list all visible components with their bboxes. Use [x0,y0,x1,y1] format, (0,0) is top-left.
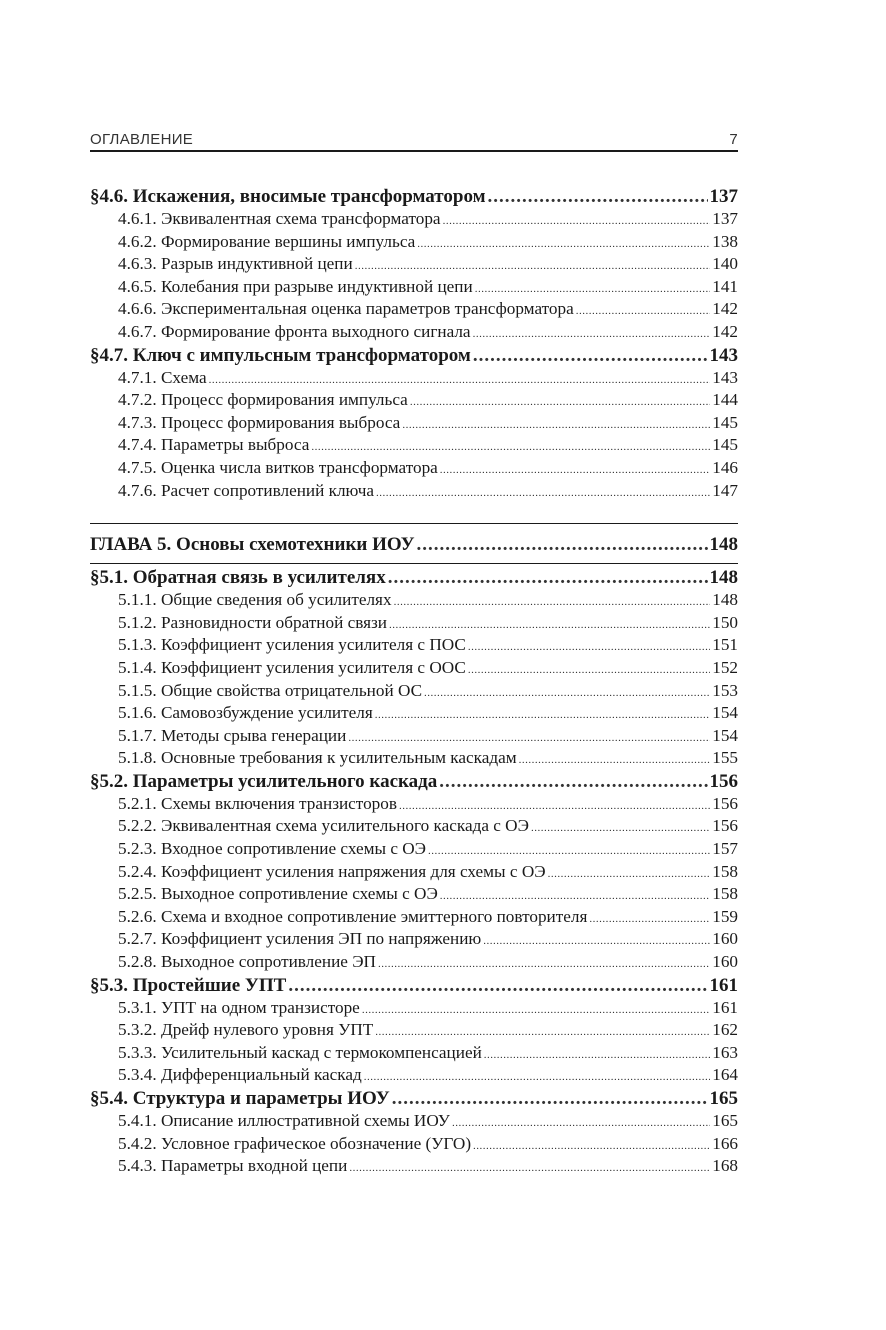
toc-subsection-entry-page: 143 [712,367,738,387]
toc-subsection-entry-title: 4.7.3. Процесс формирования выброса [118,412,401,432]
leader-dots [362,999,710,1022]
toc-section-entry-page: 156 [709,770,738,792]
toc-subsection-entry[interactable] [90,457,738,480]
toc-subsection-entry-title: 5.2.5. Выходное сопротивление схемы с ОЭ [118,884,438,904]
toc-subsection-entry-page: 165 [712,1111,738,1130]
toc-subsection-entry-title: 5.3.4. Дифференциальный каскад [118,1065,362,1085]
toc-subsection-entry-title: 5.1.3. Коэффициент усиления усилителя с ПОС [118,635,466,655]
toc-subsection-entry-title: 5.1.2. Разновидности обратной связи [118,612,387,632]
toc-subsection-entry-page: 154 [712,725,738,745]
toc-subsection-entry-page: 147 [712,480,738,500]
toc-subsection-entry-page: 154 [712,703,738,723]
leader-dots [417,532,708,558]
toc-subsection-entry-page: 156 [712,816,738,836]
toc-subsection-entry-title: 5.3.3. Усилительный каскад с термокомпенсацией [118,1042,482,1062]
toc-subsection-entry-page: 151 [712,635,738,655]
toc-subsection-entry[interactable] [90,725,738,748]
toc-subsection-entry[interactable] [90,634,738,657]
toc-subsection-entry-page: 144 [712,390,738,410]
toc-subsection-entry-page: 168 [712,1156,738,1176]
toc-subsection-entry-page: 142 [712,299,738,319]
leader-dots [473,1135,710,1158]
toc-part-chapter-4 [90,185,738,502]
toc-subsection-entry-title: 5.3.1. УПТ на одном транзисторе [118,997,360,1017]
toc-subsection-entry[interactable] [90,276,738,299]
leader-dots [402,414,710,437]
toc-subsection-entry-page: 161 [712,997,738,1017]
toc-subsection-entry[interactable] [90,1155,738,1178]
toc-subsection-entry-title: 5.3.2. Дрейф нулевого уровня УПТ [118,1020,374,1040]
toc-subsection-entry-page: 138 [712,231,738,251]
toc-subsection-entry[interactable] [90,1042,738,1065]
leader-dots [443,210,711,233]
toc-subsection-entry[interactable] [90,389,738,412]
leader-dots [417,233,710,256]
toc-subsection-entry-page: 158 [712,861,738,881]
leader-dots [473,323,711,346]
toc-subsection-entry[interactable] [90,298,738,321]
toc-subsection-entry[interactable] [90,434,738,457]
toc-subsection-entry-title: 4.6.2. Формирование вершины импульса [118,231,416,251]
page-number: 7 [729,131,738,148]
leader-dots [488,185,708,208]
toc-subsection-entry[interactable] [90,861,738,884]
toc-subsection-entry[interactable] [90,657,738,680]
toc-chapter-page: 148 [709,534,738,556]
toc-part-chapter-5 [90,566,738,1178]
toc-subsection-entry[interactable] [90,367,738,390]
toc-subsection-entry[interactable] [90,412,738,435]
leader-dots [440,459,710,482]
toc-subsection-entry[interactable] [90,997,738,1020]
toc-section-entry[interactable] [90,566,738,589]
toc-chapter-title: ГЛАВА 5. Основы схемотехники ИОУ [90,534,415,556]
toc-section-entry-page: 143 [709,344,738,366]
leader-dots [410,391,710,414]
toc-subsection-entry[interactable] [90,928,738,951]
toc-subsection-entry-title: 5.2.7. Коэффициент усиления ЭП по напряжению [118,929,482,949]
toc-subsection-entry-title: 4.6.3. Разрыв индуктивной цепи [118,254,353,274]
toc-section-entry-title: §5.1. Обратная связь в усилителях [90,567,386,589]
toc-subsection-entry-title: 5.2.2. Эквивалентная схема усилительного каскада с ОЭ [118,816,529,836]
leader-dots [589,908,710,931]
toc-subsection-entry-title: 4.7.1. Схема [118,367,207,387]
running-head [90,126,738,152]
toc-subsection-entry[interactable] [90,951,738,974]
leader-dots [475,278,711,301]
chapter-divider [90,523,738,524]
leader-dots [399,795,710,818]
toc-subsection-entry-page: 166 [712,1133,738,1153]
toc-subsection-entry-page: 155 [712,748,738,768]
toc-section-entry[interactable] [90,1087,738,1110]
toc-subsection-entry-page: 140 [712,254,738,274]
toc-subsection-entry-title: 5.1.4. Коэффициент усиления усилителя с ООС [118,657,466,677]
leader-dots [428,840,710,863]
toc-subsection-entry-page: 145 [712,435,738,455]
leader-dots [375,704,710,727]
toc-section-entry-page: 148 [709,567,738,589]
leader-dots [424,682,710,705]
toc-subsection-entry-title: 5.1.1. Общие сведения об усилителях [118,590,392,610]
toc-subsection-entry[interactable] [90,906,738,929]
toc-subsection-entry-page: 162 [712,1020,738,1040]
toc-subsection-entry-title: 4.6.5. Колебания при разрыве индуктивной цепи [118,276,473,296]
toc-subsection-entry[interactable] [90,321,738,344]
toc-subsection-entry-title: 5.2.4. Коэффициент усиления напряжения для схемы с ОЭ [118,861,546,881]
running-head-title: ОГЛАВЛЕНИЕ [90,131,194,148]
toc-section-entry[interactable] [90,185,738,208]
toc-subsection-entry-page: 158 [712,884,738,904]
toc-section-entry-page: 161 [709,974,738,996]
toc-subsection-entry-page: 156 [712,793,738,813]
toc-subsection-entry-page: 164 [712,1065,738,1085]
leader-dots [389,614,710,637]
toc-section-entry-title: §4.7. Ключ с импульсным трансформатором [90,344,471,366]
toc-section-entry[interactable] [90,770,738,793]
toc-subsection-entry-page: 146 [712,457,738,477]
leader-dots [209,369,711,392]
chapter-divider-bottom [90,563,738,564]
table-of-contents [90,185,738,1178]
toc-subsection-entry-title: 5.1.8. Основные требования к усилительным каскадам [118,748,517,768]
toc-subsection-entry-title: 4.7.6. Расчет сопротивлений ключа [118,480,374,500]
toc-subsection-entry-title: 5.2.8. Выходное сопротивление ЭП [118,952,376,972]
leader-dots [468,659,710,682]
leader-dots [311,436,710,459]
leader-dots [349,1157,710,1180]
toc-chapter-entry[interactable] [90,532,738,558]
leader-dots [531,817,710,840]
toc-subsection-entry[interactable] [90,612,738,635]
leader-dots [392,1087,708,1110]
toc-subsection-entry[interactable] [90,1019,738,1042]
leader-dots [378,953,710,976]
toc-section-entry-title: §5.3. Простейшие УПТ [90,974,287,996]
toc-subsection-entry-title: 4.7.4. Параметры выброса [118,435,310,455]
toc-subsection-entry[interactable] [90,1064,738,1087]
leader-dots [519,749,711,772]
toc-subsection-entry[interactable] [90,231,738,254]
toc-subsection-entry-title: 5.2.6. Схема и входное сопротивление эмиттерного повторителя [118,906,588,926]
toc-section-entry-title: §5.4. Структура и параметры ИОУ [90,1088,390,1109]
toc-subsection-entry-title: 5.1.6. Самовозбуждение усилителя [118,703,373,723]
leader-dots [548,863,711,886]
toc-subsection-entry-title: 4.6.7. Формирование фронта выходного сигнала [118,321,471,341]
toc-subsection-entry-page: 148 [712,590,738,610]
leader-dots [439,770,707,793]
toc-section-entry-title: §5.2. Параметры усилительного каскада [90,770,438,792]
toc-subsection-entry-page: 160 [712,929,738,949]
toc-subsection-entry-page: 153 [712,680,738,700]
toc-subsection-entry-page: 141 [712,276,738,296]
toc-subsection-entry-title: 5.2.1. Схемы включения транзисторов [118,793,397,813]
leader-dots [376,482,710,505]
leader-dots [473,344,708,367]
leader-dots [288,974,707,997]
toc-subsection-entry[interactable] [90,1133,738,1156]
toc-subsection-entry-page: 160 [712,952,738,972]
leader-dots [576,300,710,323]
leader-dots [394,591,711,614]
toc-subsection-entry-page: 152 [712,657,738,677]
leader-dots [348,727,710,750]
toc-subsection-entry-title: 5.1.5. Общие свойства отрицательной ОС [118,680,423,700]
toc-subsection-entry-title: 5.2.3. Входное сопротивление схемы с ОЭ [118,839,427,859]
toc-subsection-entry-title: 5.4.1. Описание иллюстративной схемы ИОУ [118,1111,450,1130]
toc-subsection-entry-title: 4.7.5. Оценка числа витков трансформатора [118,457,438,477]
toc-subsection-entry[interactable] [90,815,738,838]
toc-subsection-entry[interactable] [90,838,738,861]
leader-dots [388,566,708,589]
leader-dots [364,1066,710,1089]
leader-dots [484,1044,710,1067]
toc-section-entry-page: 165 [709,1088,738,1109]
toc-subsection-entry[interactable] [90,589,738,612]
toc-subsection-entry-page: 159 [712,906,738,926]
toc-subsection-entry-title: 5.1.7. Методы срыва генерации [118,725,347,745]
toc-subsection-entry[interactable] [90,253,738,276]
leader-dots [452,1112,710,1135]
toc-subsection-entry[interactable] [90,208,738,231]
toc-subsection-entry[interactable] [90,480,738,503]
toc-subsection-entry-title: 4.7.2. Процесс формирования импульса [118,390,408,410]
toc-subsection-entry-title: 4.6.6. Экспериментальная оценка параметров трансформатора [118,299,574,319]
leader-dots [468,636,710,659]
toc-subsection-entry[interactable] [90,883,738,906]
toc-subsection-entry[interactable] [90,1110,738,1133]
toc-subsection-entry[interactable] [90,680,738,703]
leader-dots [483,930,710,953]
toc-subsection-entry-page: 150 [712,612,738,632]
leader-dots [375,1021,710,1044]
leader-dots [355,255,711,278]
toc-section-entry-page: 137 [709,186,738,207]
toc-subsection-entry-page: 137 [712,209,738,228]
toc-page [90,126,738,1178]
toc-subsection-entry[interactable] [90,793,738,816]
toc-section-entry[interactable] [90,974,738,997]
toc-subsection-entry-title: 5.4.3. Параметры входной цепи [118,1156,348,1176]
toc-section-entry-title: §4.6. Искажения, вносимые трансформатором [90,186,486,207]
toc-subsection-entry[interactable] [90,702,738,725]
leader-dots [440,885,710,908]
toc-subsection-entry-page: 142 [712,321,738,341]
toc-subsection-entry-title: 5.4.2. Условное графическое обозначение (УГО) [118,1133,472,1153]
toc-subsection-entry[interactable] [90,747,738,770]
toc-subsection-entry-page: 145 [712,412,738,432]
toc-section-entry[interactable] [90,344,738,367]
toc-subsection-entry-page: 157 [712,839,738,859]
toc-subsection-entry-page: 163 [712,1042,738,1062]
toc-subsection-entry-title: 4.6.1. Эквивалентная схема трансформатора [118,209,441,228]
